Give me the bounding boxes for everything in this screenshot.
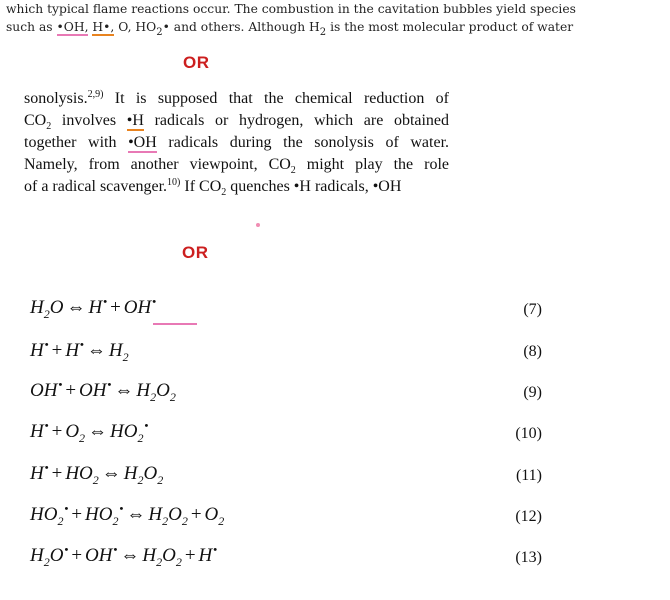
equation-7-highlight	[153, 323, 197, 325]
or-label-1: OR	[183, 53, 210, 72]
top-line2-start: such as	[6, 20, 53, 34]
ho2-dot: •	[162, 20, 170, 34]
equation-12: $HO_2^• + HO_2^•$ ⇔ $H_2O_2 + O_2$	[30, 503, 225, 528]
equation-13: $H_2O^• + OH^•$ ⇔ $H_2O_2 + H^•$	[30, 544, 218, 569]
top-line2-mid: O, HO	[118, 20, 157, 34]
mid-line-3: together with •OH radicals during the sonolysis of water.	[24, 134, 450, 151]
highlight-oh-radical: •OH,	[56, 20, 89, 34]
equation-number-13: (13)	[515, 549, 542, 566]
equation-7: $H_2O$ ⇔ H• + OH•	[30, 296, 157, 321]
top-paragraph-line-2: such as •OH, H•, O, $HO_2•$ and others. Although $H_2$ is the most molecular product of water	[6, 20, 574, 38]
equation-9: OH• + OH• ⇔ $H_2O_2$	[30, 379, 176, 404]
equation-number-12: (12)	[515, 508, 542, 525]
middle-paragraph	[24, 88, 449, 198]
equation-number-7: (7)	[523, 301, 542, 318]
equation-number-9: (9)	[523, 384, 542, 401]
top-paragraph-line-1: which typical flame reactions occur. The combustion in the cavitation bubbles yield species	[6, 2, 576, 16]
equation-number-8: (8)	[523, 343, 542, 360]
highlight-oh-radical-2: •OH	[128, 134, 157, 151]
highlight-h-radical-2: •H	[126, 112, 144, 129]
or-label-2: OR	[182, 243, 209, 262]
highlight-h-radical: H•,	[92, 20, 115, 34]
equation-number-10: (10)	[515, 425, 542, 442]
equation-10: $H^• + O_2$ ⇔ $HO_2^•$	[30, 420, 149, 445]
mid-line-2: $CO_2$ involves •H radicals or hydrogen, which are obtained	[24, 112, 450, 132]
mid-line-5: of a radical scavenger.$^{10)}$ If $CO_2$ quenches •H radicals, •OH	[24, 177, 402, 198]
annotation-dot	[256, 223, 260, 227]
mid-line-4: Namely, from another viewpoint, $CO_2$ might play the role	[24, 156, 450, 176]
mid-line-1: sonolysis.$^{2,9)}$ It is supposed that the chemical reduction of	[24, 89, 450, 107]
equation-11: $H^• + HO_2$ ⇔ $H_2O_2$	[30, 462, 164, 487]
top-line2-end: and others. Although H	[173, 20, 320, 34]
top-line2-tail: is the most molecular product of water	[330, 20, 574, 34]
equation-number-11: (11)	[515, 467, 542, 484]
equation-8: H• + H• ⇔ $H_2$	[30, 339, 129, 364]
